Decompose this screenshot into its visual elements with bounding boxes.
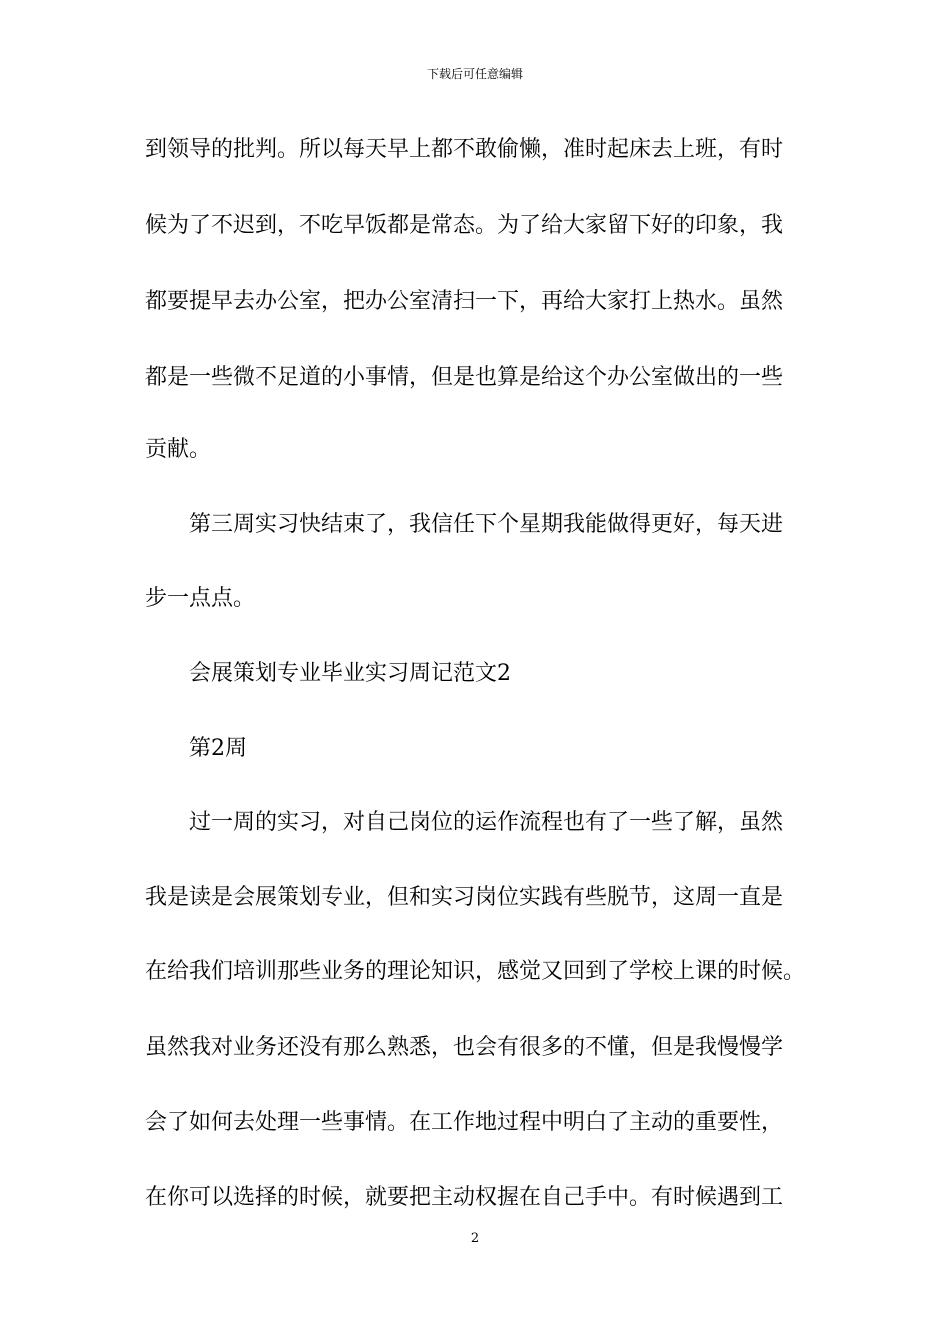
text-line: 过一周的实习，对自己岗位的运作流程也有了一些了解，虽然: [145, 810, 784, 835]
page-header: 下载后可任意编辑: [426, 67, 523, 81]
text-line: 会了如何去处理一些事情。在工作地过程中明白了主动的重要性，: [145, 1110, 784, 1135]
text-line: 我是读是会展策划专业，但和实习岗位实践有些脱节，这周一直是: [145, 885, 784, 910]
text-line: 候为了不迟到，不吃早饭都是常态。为了给大家留下好的印象，我: [145, 213, 784, 238]
page-number: 2: [470, 1231, 480, 1246]
text-line: 在你可以选择的时候，就要把主动权握在自己手中。有时候遇到工: [145, 1185, 784, 1210]
text-line: 都是一些微不足道的小事情，但是也算是给这个办公室做出的一些: [145, 365, 784, 390]
week-heading: 第2周: [145, 736, 247, 761]
section-title: 会展策划专业毕业实习周记范文2: [145, 661, 511, 686]
text-line: 贡献。: [145, 437, 212, 462]
text-line: 在给我们培训那些业务的理论知识，感觉又回到了学校上课的时候。: [145, 959, 806, 984]
text-line: 第三周实习快结束了，我信任下个星期我能做得更好，每天进: [145, 512, 784, 537]
text-line: 虽然我对业务还没有那么熟悉，也会有很多的不懂，但是我慢慢学: [145, 1035, 784, 1060]
text-line: 到领导的批判。所以每天早上都不敢偷懒，准时起床去上班，有时: [145, 137, 784, 162]
text-line: 步一点点。: [145, 586, 256, 611]
text-line: 都要提早去办公室，把办公室清扫一下，再给大家打上热水。虽然: [145, 289, 784, 314]
